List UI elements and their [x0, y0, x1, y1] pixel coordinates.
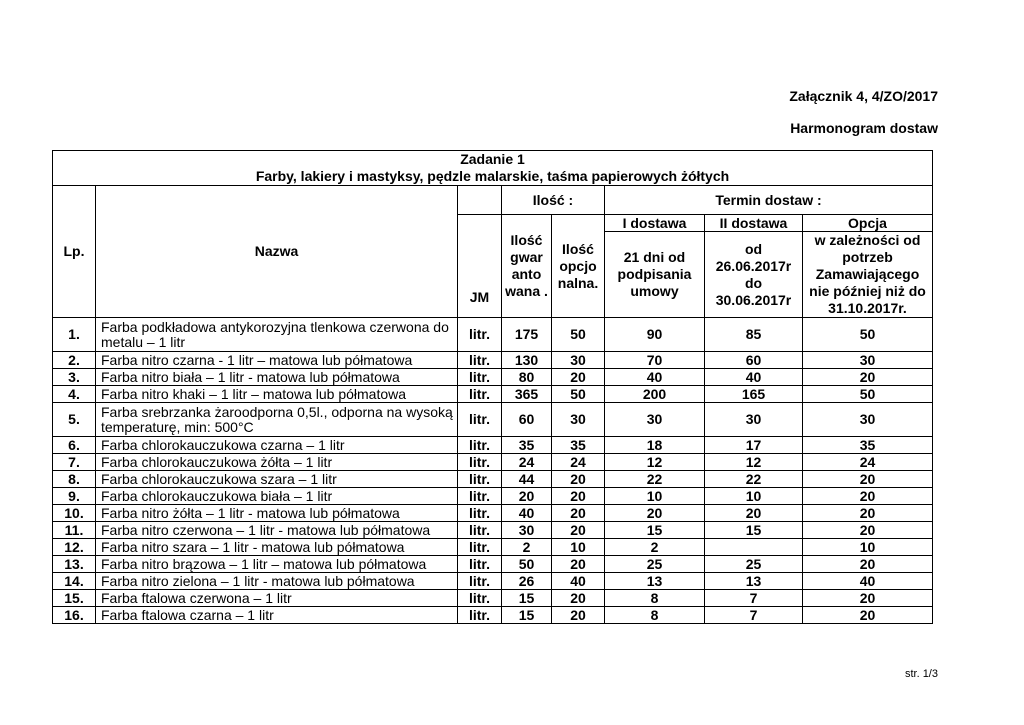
table-row: [53, 471, 933, 488]
task-title: Zadanie 1: [460, 151, 525, 167]
row-delivery1: 10: [605, 488, 705, 505]
row-qty-guaranteed: 365: [502, 386, 552, 403]
row-unit: litr.: [458, 386, 502, 403]
col-qty-guaranteed-header: Ilość gwar anto wana .: [502, 215, 552, 318]
row-qty-optional: 20: [552, 556, 605, 573]
row-lp: 6.: [53, 437, 96, 454]
row-option: 24: [803, 454, 933, 471]
row-name: Farba chlorokauczukowa biała – 1 litr: [96, 488, 458, 505]
row-option: 20: [803, 471, 933, 488]
row-lp: 10.: [53, 505, 96, 522]
col-unit-header: JM: [458, 215, 502, 318]
row-unit: litr.: [458, 573, 502, 590]
row-qty-guaranteed: 130: [502, 352, 552, 369]
row-option: 20: [803, 590, 933, 607]
row-unit: litr.: [458, 590, 502, 607]
row-qty-optional: 24: [552, 454, 605, 471]
row-qty-guaranteed: 2: [502, 539, 552, 556]
table-row: [53, 607, 933, 624]
row-qty-guaranteed: 15: [502, 607, 552, 624]
row-qty-guaranteed: 80: [502, 369, 552, 386]
row-qty-guaranteed: 50: [502, 556, 552, 573]
row-option: 40: [803, 573, 933, 590]
row-option: 20: [803, 369, 933, 386]
table-row: [53, 488, 933, 505]
row-delivery2: 7: [705, 590, 803, 607]
row-qty-optional: 40: [552, 573, 605, 590]
row-name: Farba podkładowa antykorozyjna tlenkowa czerwona do metalu – 1 litr: [96, 318, 458, 352]
row-name: Farba nitro khaki – 1 litr – matowa lub półmatowa: [96, 386, 458, 403]
row-delivery2: 17: [705, 437, 803, 454]
row-option: 20: [803, 556, 933, 573]
row-lp: 2.: [53, 352, 96, 369]
row-qty-guaranteed: 35: [502, 437, 552, 454]
row-delivery1: 70: [605, 352, 705, 369]
row-delivery1: 200: [605, 386, 705, 403]
row-qty-optional: 30: [552, 352, 605, 369]
table-row: [53, 454, 933, 471]
row-unit: litr.: [458, 488, 502, 505]
row-qty-optional: 20: [552, 607, 605, 624]
row-option: 20: [803, 505, 933, 522]
row-delivery1: 40: [605, 369, 705, 386]
row-delivery2: 12: [705, 454, 803, 471]
row-delivery2: 85: [705, 318, 803, 352]
row-lp: 13.: [53, 556, 96, 573]
row-name: Farba chlorokauczukowa czarna – 1 litr: [96, 437, 458, 454]
row-name: Farba nitro szara – 1 litr - matowa lub półmatowa: [96, 539, 458, 556]
table-row: [53, 522, 933, 539]
row-lp: 1.: [53, 318, 96, 352]
row-qty-optional: 20: [552, 471, 605, 488]
row-qty-optional: 50: [552, 318, 605, 352]
col-delivery2-header: II dostawa: [705, 215, 803, 232]
table-row: [53, 369, 933, 386]
row-qty-optional: 20: [552, 522, 605, 539]
row-name: Farba nitro biała – 1 litr - matowa lub półmatowa: [96, 369, 458, 386]
row-name: Farba chlorokauczukowa żółta – 1 litr: [96, 454, 458, 471]
row-delivery2: 30: [705, 403, 803, 437]
row-option: 30: [803, 403, 933, 437]
delivery1-term: 21 dni od podpisania umowy: [605, 232, 705, 318]
row-unit: litr.: [458, 369, 502, 386]
row-delivery2: 20: [705, 505, 803, 522]
row-delivery2: 60: [705, 352, 803, 369]
row-qty-guaranteed: 40: [502, 505, 552, 522]
row-lp: 3.: [53, 369, 96, 386]
row-qty-guaranteed: 30: [502, 522, 552, 539]
row-delivery1: 30: [605, 403, 705, 437]
row-name: Farba ftalowa czerwona – 1 litr: [96, 590, 458, 607]
row-unit: litr.: [458, 556, 502, 573]
row-name: Farba nitro brązowa – 1 litr – matowa lub półmatowa: [96, 556, 458, 573]
row-lp: 11.: [53, 522, 96, 539]
task-subtitle: Farby, lakiery i mastyksy, pędzle malarskie, taśma papierowych żółtych: [255, 168, 730, 184]
row-unit: litr.: [458, 539, 502, 556]
row-qty-optional: 50: [552, 386, 605, 403]
row-delivery1: 12: [605, 454, 705, 471]
row-lp: 14.: [53, 573, 96, 590]
row-qty-optional: 20: [552, 505, 605, 522]
row-delivery1: 18: [605, 437, 705, 454]
row-name: Farba nitro czerwona – 1 litr - matowa lub półmatowa: [96, 522, 458, 539]
table-row: [53, 505, 933, 522]
row-unit: litr.: [458, 607, 502, 624]
row-delivery2: 165: [705, 386, 803, 403]
task-header-cell: [53, 151, 933, 186]
row-option: 20: [803, 488, 933, 505]
row-unit: litr.: [458, 352, 502, 369]
delivery2-term: od 26.06.2017r do 30.06.2017r: [705, 232, 803, 318]
row-unit: litr.: [458, 403, 502, 437]
row-option: 20: [803, 522, 933, 539]
row-name: Farba nitro zielona – 1 litr - matowa lub półmatowa: [96, 573, 458, 590]
table-row: [53, 403, 933, 437]
table-row: [53, 590, 933, 607]
annex-label: Załącznik 4, 4/ZO/2017: [789, 88, 938, 104]
col-name-header: Nazwa: [96, 186, 458, 318]
row-lp: 15.: [53, 590, 96, 607]
schedule-title: Harmonogram dostaw: [790, 120, 938, 136]
row-delivery1: 13: [605, 573, 705, 590]
row-delivery1: 2: [605, 539, 705, 556]
row-qty-guaranteed: 20: [502, 488, 552, 505]
table-row: [53, 573, 933, 590]
row-delivery1: 8: [605, 607, 705, 624]
row-delivery2: [705, 539, 803, 556]
row-lp: 8.: [53, 471, 96, 488]
row-delivery2: 13: [705, 573, 803, 590]
row-option: 35: [803, 437, 933, 454]
table-row: [53, 352, 933, 369]
task-header-row: [53, 151, 933, 186]
row-lp: 9.: [53, 488, 96, 505]
qty-group-header: Ilość :: [502, 186, 605, 215]
row-lp: 5.: [53, 403, 96, 437]
row-option: 50: [803, 386, 933, 403]
row-unit: litr.: [458, 454, 502, 471]
page-number: str. 1/3: [904, 668, 938, 680]
row-delivery1: 90: [605, 318, 705, 352]
row-qty-guaranteed: 60: [502, 403, 552, 437]
row-name: Farba ftalowa czarna – 1 litr: [96, 607, 458, 624]
row-qty-optional: 20: [552, 369, 605, 386]
row-lp: 12.: [53, 539, 96, 556]
row-lp: 7.: [53, 454, 96, 471]
row-lp: 16.: [53, 607, 96, 624]
row-qty-optional: 10: [552, 539, 605, 556]
delivery-group-header: Termin dostaw :: [605, 186, 933, 215]
row-qty-guaranteed: 15: [502, 590, 552, 607]
row-name: Farba chlorokauczukowa szara – 1 litr: [96, 471, 458, 488]
row-delivery2: 25: [705, 556, 803, 573]
row-delivery2: 40: [705, 369, 803, 386]
row-qty-optional: 20: [552, 590, 605, 607]
row-name: Farba nitro czarna - 1 litr – matowa lub półmatowa: [96, 352, 458, 369]
row-unit: litr.: [458, 522, 502, 539]
row-option: 50: [803, 318, 933, 352]
table-row: [53, 556, 933, 573]
header-row-1: [53, 186, 933, 215]
empty-header-cell: [458, 186, 502, 215]
row-qty-guaranteed: 175: [502, 318, 552, 352]
table-row: [53, 318, 933, 352]
col-delivery1-header: I dostawa: [605, 215, 705, 232]
row-delivery1: 15: [605, 522, 705, 539]
table-row: [53, 437, 933, 454]
row-unit: litr.: [458, 471, 502, 488]
option-term: w zależności od potrzeb Zamawiającego nie później niż do 31.10.2017r.: [803, 232, 933, 318]
row-qty-guaranteed: 24: [502, 454, 552, 471]
delivery-schedule-table: [52, 150, 933, 624]
row-unit: litr.: [458, 437, 502, 454]
row-delivery1: 25: [605, 556, 705, 573]
row-qty-guaranteed: 44: [502, 471, 552, 488]
row-delivery2: 7: [705, 607, 803, 624]
row-name: Farba nitro żółta – 1 litr - matowa lub półmatowa: [96, 505, 458, 522]
row-delivery1: 8: [605, 590, 705, 607]
table-row: [53, 539, 933, 556]
row-delivery1: 20: [605, 505, 705, 522]
row-qty-optional: 30: [552, 403, 605, 437]
row-lp: 4.: [53, 386, 96, 403]
row-unit: litr.: [458, 505, 502, 522]
row-option: 10: [803, 539, 933, 556]
col-qty-optional-header: Ilość opcjo nalna.: [552, 215, 605, 318]
row-delivery2: 15: [705, 522, 803, 539]
row-option: 30: [803, 352, 933, 369]
row-qty-optional: 20: [552, 488, 605, 505]
row-delivery2: 10: [705, 488, 803, 505]
col-lp-header: Lp.: [53, 186, 96, 318]
row-delivery2: 22: [705, 471, 803, 488]
row-delivery1: 22: [605, 471, 705, 488]
row-qty-guaranteed: 26: [502, 573, 552, 590]
row-option: 20: [803, 607, 933, 624]
table-row: [53, 386, 933, 403]
row-qty-optional: 35: [552, 437, 605, 454]
row-name: Farba srebrzanka żaroodporna 0,5l., odporna na wysoką temperaturę, min: 500°C: [96, 403, 458, 437]
col-option-header: Opcja: [803, 215, 933, 232]
row-unit: litr.: [458, 318, 502, 352]
